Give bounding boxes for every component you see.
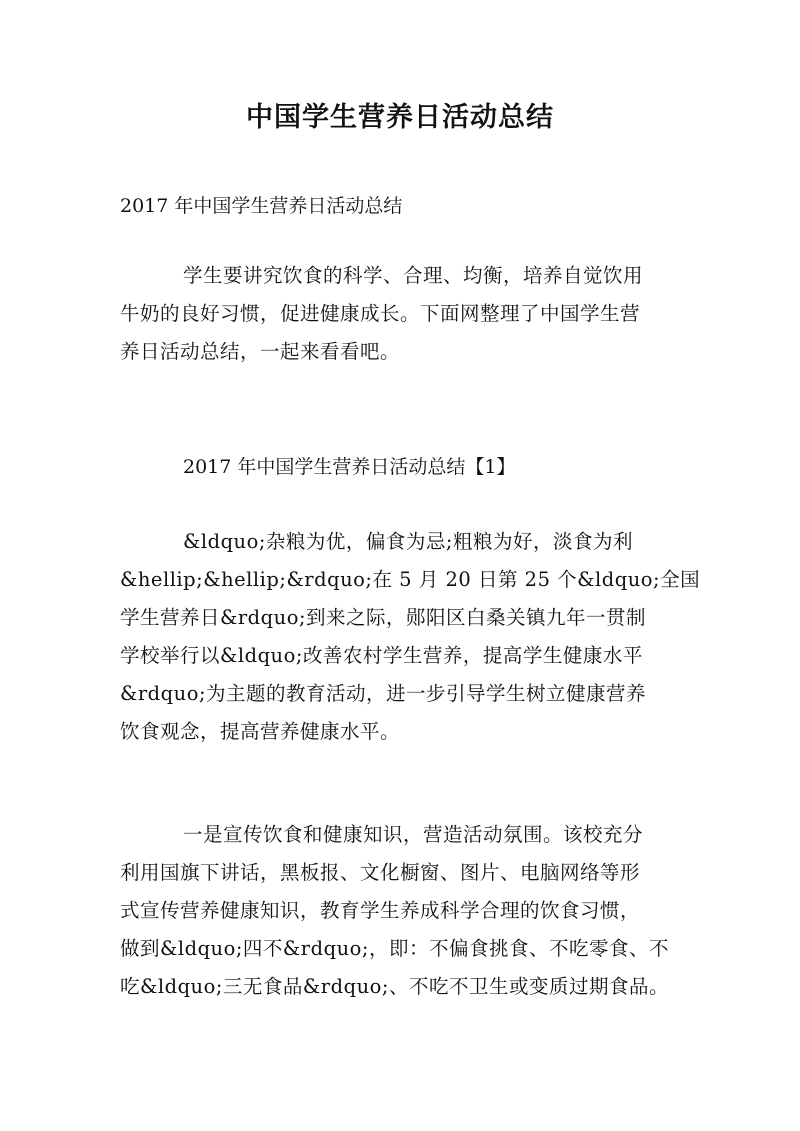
paragraph-line: &ldquo;杂粮为优，偏食为忌;粗粮为好，淡食为利 bbox=[183, 530, 633, 553]
paragraph-line: 吃&ldquo;三无食品&rdquo;、不吃不卫生或变质过期食品。 bbox=[120, 975, 669, 998]
body-paragraph-1 bbox=[120, 523, 701, 751]
paragraph-line: 做到&ldquo;四不&rdquo;，即：不偏食挑食、不吃零食、不 bbox=[120, 937, 669, 960]
paragraph-line: 学生营养日&rdquo;到来之际，郧阳区白桑关镇九年一贯制 bbox=[120, 606, 647, 629]
intro-line: 养日活动总结，一起来看看吧。 bbox=[120, 340, 401, 363]
paragraph-line: &hellip;&hellip;&rdquo;在 5 月 20 日第 25 个&ldquo;全国 bbox=[120, 568, 701, 591]
intro-line: 牛奶的良好习惯，促进健康成长。下面网整理了中国学生营 bbox=[120, 302, 641, 325]
section-heading: 2017 年中国学生营养日活动总结【1】 bbox=[183, 456, 516, 478]
document-subtitle: 2017 年中国学生营养日活动总结 bbox=[120, 195, 403, 217]
body-paragraph-2 bbox=[120, 816, 685, 1006]
document-title: 中国学生营养日活动总结 bbox=[246, 102, 554, 133]
paragraph-line: 式宣传营养健康知识，教育学生养成科学合理的饮食习惯， bbox=[120, 899, 641, 922]
paragraph-line: 学校举行以&ldquo;改善农村学生营养，提高学生健康水平 bbox=[120, 644, 643, 667]
paragraph-line: 利用国旗下讲话，黑板报、文化橱窗、图片、电脑网络等形 bbox=[120, 861, 641, 884]
paragraph-line: 一是宣传饮食和健康知识，营造活动氛围。该校充分 bbox=[183, 823, 644, 846]
intro-paragraph bbox=[120, 257, 685, 371]
paragraph-line: &rdquo;为主题的教育活动，进一步引导学生树立健康营养 bbox=[120, 682, 647, 705]
intro-line: 学生要讲究饮食的科学、合理、均衡，培养自觉饮用 bbox=[183, 264, 644, 287]
paragraph-line: 饮食观念，提高营养健康水平。 bbox=[120, 720, 401, 743]
